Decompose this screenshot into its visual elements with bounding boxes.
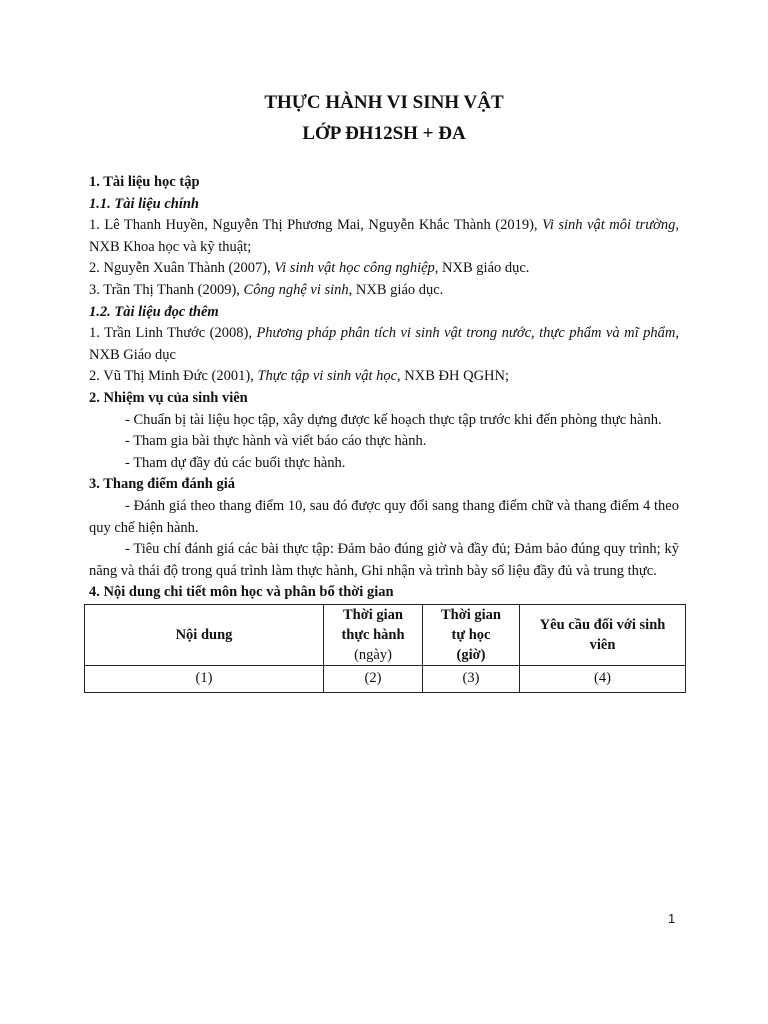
reference-title: Thực tập vi sinh vật học <box>257 368 398 385</box>
table-header-requirements <box>520 604 686 665</box>
section-1-1-heading: 1.1. Tài liệu chính <box>89 195 199 212</box>
table-cell: (4) <box>520 665 686 692</box>
duty-item: - Chuẩn bị tài liệu học tập, xây dựng được kế hoạch thực tập trước khi đến phòng thực hành. <box>125 411 662 428</box>
grading-item: - Tiêu chí đánh giá các bài thực tập: Đảm bảo đúng giờ và đầy đủ; Đảm bảo đúng quy trình; kỹ năng và thái độ trong quá trình làm thực hành, Ghi nhận và trình bày số liệu đầy đủ và trung thực. <box>89 541 679 579</box>
header-line: thực hành <box>341 626 405 643</box>
reference-authors: 2. Vũ Thị Minh Đức (2001), <box>89 368 258 385</box>
table-cell: (3) <box>423 665 520 692</box>
reference-item <box>89 280 679 302</box>
reference-authors: 1. Lê Thanh Huyền, Nguyễn Thị Phương Mai, Nguyễn Khắc Thành (2019), <box>89 217 543 234</box>
table-header-content: Nội dung <box>85 604 324 665</box>
reference-publisher: , NXB ĐH QGHN; <box>397 368 510 385</box>
reference-publisher: , NXB giáo dục. <box>348 281 444 298</box>
duty-item: - Tham gia bài thực hành và viết báo cáo thực hành. <box>125 433 427 450</box>
reference-publisher: , NXB Giáo dục <box>89 325 679 363</box>
reference-item <box>89 366 679 388</box>
header-line: viên <box>589 636 616 653</box>
reference-item <box>89 215 679 258</box>
header-line: Yêu cầu đối với sinh <box>539 616 666 633</box>
reference-authors: 3. Trần Thị Thanh (2009), <box>89 281 244 298</box>
duty-item: - Tham dự đầy đủ các buổi thực hành. <box>125 454 346 471</box>
header-line: tự học <box>451 626 491 643</box>
reference-title: Phương pháp phân tích vi sinh vật trong nước, thực phẩm và mĩ phẩm <box>256 325 676 342</box>
section-1-2-heading: 1.2. Tài liệu đọc thêm <box>89 303 219 320</box>
header-unit: (ngày) <box>354 646 392 663</box>
section-3-heading: 3. Thang điểm đánh giá <box>89 476 235 493</box>
table-row <box>85 665 686 692</box>
header-unit: (giờ) <box>456 646 486 663</box>
reference-authors: 2. Nguyễn Xuân Thành (2007), <box>89 260 275 277</box>
document-title-line2: LỚP ĐH12SH + ĐA <box>302 123 466 144</box>
document-title-line1: THỰC HÀNH VI SINH VẬT <box>264 92 504 113</box>
table-header-practice-time <box>324 604 423 665</box>
course-content-table <box>84 604 686 693</box>
reference-publisher: , NXB giáo dục. <box>434 260 530 277</box>
reference-title: Công nghệ vi sinh <box>243 281 349 298</box>
section-2-heading: 2. Nhiệm vụ của sinh viên <box>89 389 248 406</box>
section-4-heading: 4. Nội dung chi tiết môn học và phân bổ thời gian <box>89 584 394 601</box>
page-number: 1 <box>668 911 676 926</box>
table-header-row <box>85 604 686 665</box>
header-line: Thời gian <box>342 606 403 623</box>
reference-title: Vi sinh vật học công nghiệp <box>274 260 435 277</box>
reference-publisher: , NXB Khoa học và kỹ thuật; <box>89 217 680 255</box>
reference-authors: 1. Trần Linh Thước (2008), <box>89 325 257 342</box>
section-1-heading: 1. Tài liệu học tập <box>89 174 200 190</box>
table-header-self-study-time <box>423 604 520 665</box>
reference-item <box>89 258 679 280</box>
header-line: Thời gian <box>440 606 501 623</box>
grading-item: - Đánh giá theo thang điểm 10, sau đó được quy đổi sang thang điểm chữ và thang điểm 4 theo quy chế hiện hành. <box>89 497 679 536</box>
table-cell: (2) <box>324 665 423 692</box>
reference-item <box>89 323 679 366</box>
reference-title: Vi sinh vật môi trường <box>542 217 676 234</box>
document-body <box>89 172 679 693</box>
table-cell: (1) <box>85 665 324 692</box>
